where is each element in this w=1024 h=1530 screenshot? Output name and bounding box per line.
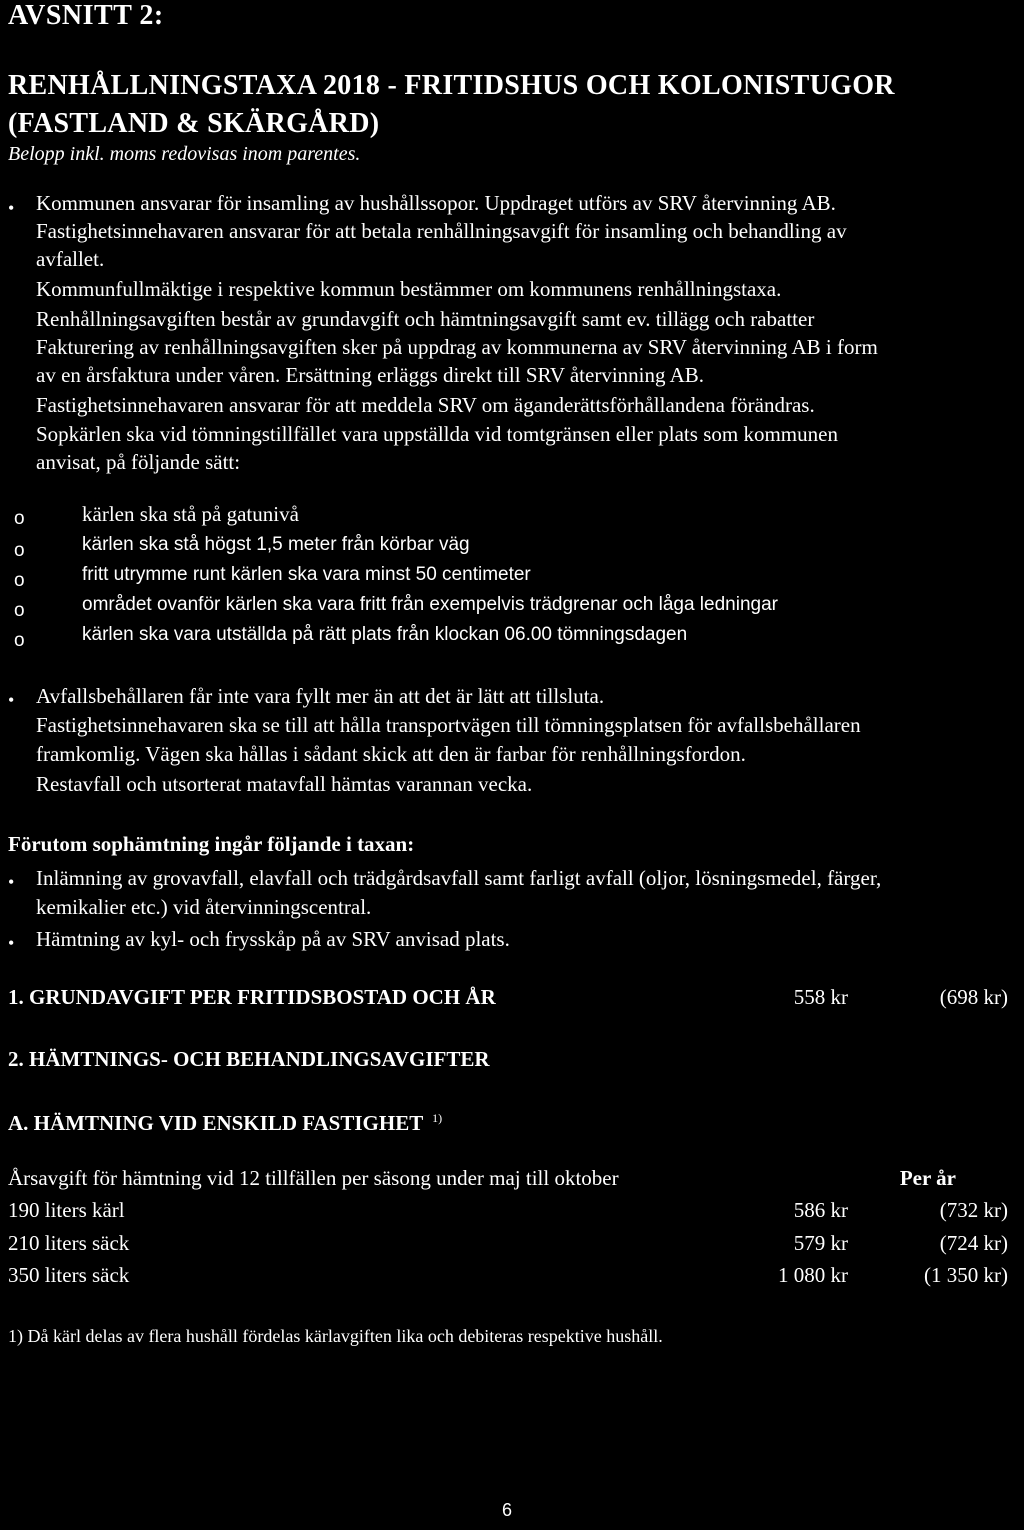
page-number: 6 — [502, 1500, 513, 1520]
text-line: Fastighetsinnehavaren ansvarar för att meddela SRV om äganderättsförhållandena förändras. — [36, 393, 815, 417]
section-heading: 2. HÄMTNINGS- OCH BEHANDLINGSAVGIFTER — [8, 1047, 490, 1071]
subsection-heading-text: A. HÄMTNING VID ENSKILD FASTIGHET — [8, 1111, 423, 1135]
text-line: Avfallsbehållaren får inte vara fyllt mer än att det är lätt att tillsluta. — [36, 684, 605, 708]
text-line: Kommunen ansvarar för insamling av hushållssopor. Uppdraget utförs av SRV återvinning AB. — [36, 191, 836, 215]
row-amount-incl: (732 kr) — [939, 1198, 1008, 1222]
fee-amount: 558 kr — [793, 985, 848, 1009]
sub-bullet: o — [14, 570, 25, 591]
sub-list-item: fritt utrymme runt kärlen ska vara minst 50 centimeter — [82, 564, 531, 585]
sub-bullet: o — [14, 540, 25, 561]
fee-amount-incl: (698 kr) — [939, 985, 1008, 1009]
table-intro: Årsavgift för hämtning vid 12 tillfällen per säsong under maj till oktober — [8, 1166, 619, 1190]
text-line: framkomlig. Vägen ska hållas i sådant skick att den är farbar för renhållningsfordon. — [36, 742, 746, 766]
included-item-cont: kemikalier etc.) vid återvinningscentral. — [36, 895, 372, 919]
row-label: 190 liters kärl — [8, 1198, 125, 1222]
included-item: Inlämning av grovavfall, elavfall och trädgårdsavfall samt farligt avfall (oljor, lösningsmedel, färger, — [36, 866, 882, 890]
page-title: RENHÅLLNINGSTAXA 2018 - FRITIDSHUS OCH KOLONISTUGOR — [8, 70, 895, 101]
bullet-glyph: • — [8, 198, 15, 218]
text-line: anvisat, på följande sätt: — [36, 450, 241, 474]
bullet-glyph: • — [8, 933, 15, 953]
row-amount-incl: (1 350 kr) — [924, 1263, 1008, 1287]
sub-bullet: o — [14, 508, 25, 529]
text-line: Restavfall och utsorterat matavfall hämtas varannan vecka. — [36, 772, 533, 796]
page-title-line2: (FASTLAND & SKÄRGÅRD) — [8, 108, 380, 139]
text-line: Renhållningsavgiften består av grundavgift och hämtningsavgift samt ev. tillägg och rabatter — [36, 307, 815, 331]
sub-list-item: kärlen ska vara utställda på rätt plats från klockan 06.00 tömningsdagen — [82, 624, 688, 645]
row-amount-incl: (724 kr) — [939, 1231, 1008, 1255]
subsection-heading — [8, 1104, 442, 1137]
text-line: Fastighetsinnehavaren ansvarar för att betala renhållningsavgift för insamling och behandling av — [36, 219, 847, 243]
text-line: Fakturering av renhållningsavgiften sker på uppdrag av kommunerna av SRV återvinning AB i form — [36, 335, 878, 359]
row-label: 350 liters säck — [8, 1263, 130, 1287]
sub-list-item: området ovanför kärlen ska vara fritt från exempelvis trädgrenar och låga ledningar — [82, 594, 778, 615]
text-line: Kommunfullmäktige i respektive kommun bestämmer om kommunens renhållningstaxa. — [36, 277, 782, 301]
row-amount: 586 kr — [793, 1198, 848, 1222]
text-line: av en årsfaktura under våren. Ersättning erläggs direkt till SRV återvinning AB. — [36, 363, 705, 387]
row-amount: 1 080 kr — [778, 1263, 848, 1287]
sub-list-item: kärlen ska stå högst 1,5 meter från körbar väg — [82, 534, 470, 555]
footnote: 1) Då kärl delas av flera hushåll fördelas kärlavgiften lika och debiteras respektive hushåll. — [8, 1326, 663, 1346]
row-amount: 579 kr — [793, 1231, 848, 1255]
sub-list-item: kärlen ska stå på gatunivå — [82, 502, 299, 526]
page-subtitle: Belopp inkl. moms redovisas inom parentes. — [8, 143, 361, 165]
fee-label: 1. GRUNDAVGIFT PER FRITIDSBOSTAD OCH ÅR — [8, 985, 496, 1009]
text-line: Sopkärlen ska vid tömningstillfället vara uppställda vid tomtgränsen eller plats som kommunen — [36, 422, 838, 446]
included-heading: Förutom sophämtning ingår följande i taxan: — [8, 832, 415, 856]
text-line: Fastighetsinnehavaren ska se till att hålla transportvägen till tömningsplatsen för avfallsbehållaren — [36, 713, 861, 737]
table-column-header: Per år — [899, 1166, 956, 1190]
sub-bullet: o — [14, 630, 25, 651]
bullet-glyph: • — [8, 690, 15, 710]
footnote-mark: 1) — [432, 1111, 443, 1125]
bullet-glyph: • — [8, 872, 15, 892]
row-label: 210 liters säck — [8, 1231, 130, 1255]
section-label: AVSNITT 2: — [8, 0, 164, 31]
sub-bullet: o — [14, 600, 25, 621]
included-item: Hämtning av kyl- och frysskåp på av SRV anvisad plats. — [36, 927, 510, 951]
text-line: avfallet. — [36, 247, 105, 271]
